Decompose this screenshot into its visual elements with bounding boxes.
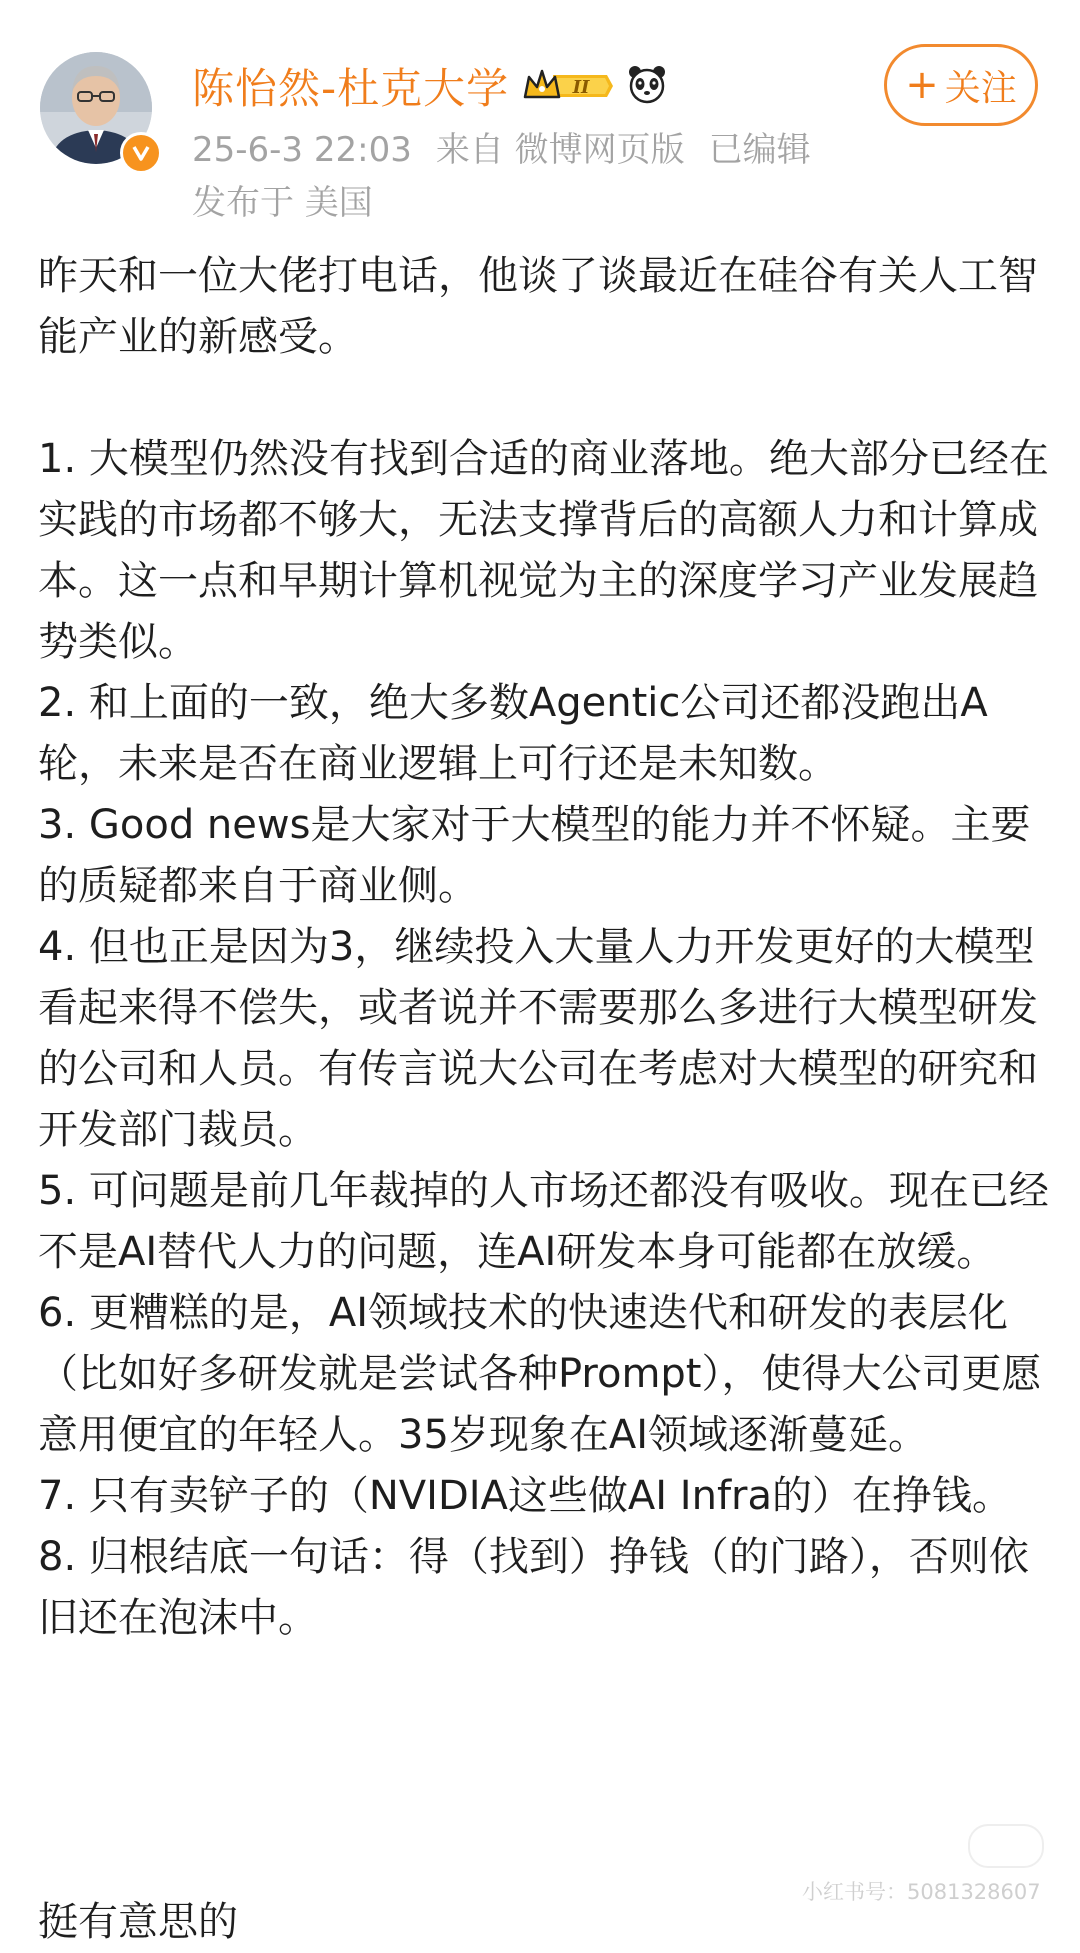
post-body [38,246,1050,1649]
post-point-8: 8. 归根结底一句话：得（找到）挣钱（的门路），否则依旧还在泡沫中。 [38,1534,1029,1641]
watermark: 小红书号：5081328607 [802,1880,1041,1904]
edited-label[interactable]: 已编辑 [708,130,811,170]
badge-level: II [572,77,590,98]
post-point-1: 1. 大模型仍然没有找到合适的商业落地。绝大部分已经在实践的市场都不够大，无法支撑背后的高额人力和计算成本。这一点和早期计算机视觉为主的深度学习产业发展趋势类似。 [38,436,1049,665]
post-source: 来自 微博网页版 [435,130,685,170]
post-location: 发布于 美国 [192,183,373,223]
post-point-2: 2. 和上面的一致，绝大多数Agentic公司还都没跑出A轮，未来是否在商业逻辑上可行还是未知数。 [38,680,988,787]
post-meta [192,122,835,171]
post-intro: 昨天和一位大佬打电话，他谈了谈最近在硅谷有关人工智能产业的新感受。 [38,253,1038,360]
author-name[interactable]: 陈怡然-杜克大学 [192,64,510,113]
post-point-5: 5. 可问题是前几年裁掉的人市场还都没有吸收。现在已经不是AI替代人力的问题，连AI研发本身可能都在放缓。 [38,1168,1049,1275]
post-header [0,0,1080,230]
plus-icon: + [905,62,939,108]
watermark-logo-icon [968,1824,1044,1868]
panda-icon [627,64,667,108]
verified-icon [120,132,162,174]
post-timestamp: 25-6-3 22:03 [192,130,412,170]
follow-label: 关注 [944,67,1017,109]
paragraph-gap [38,368,1050,429]
post-point-6: 6. 更糟糕的是，AI领域技术的快速迭代和研发的表层化（比如好多研发就是尝试各种Prompt），使得大公司更愿意用便宜的年轻人。35岁现象在AI领域逐渐蔓延。 [38,1290,1042,1458]
crown-badge-icon[interactable] [523,67,615,105]
post-trailing-text: 挺有意思的 [38,1899,238,1945]
post-point-3: 3. Good news是大家对于大模型的能力并不怀疑。主要的质疑都来自于商业侧。 [38,802,1031,909]
post-point-4: 4. 但也正是因为3，继续投入大量人力开发更好的大模型看起来得不偿失，或者说并不需要那么多进行大模型研发的公司和人员。有传言说大公司在考虑对大模型的研究和开发部门裁员。 [38,924,1038,1153]
author-row [192,56,667,116]
follow-button[interactable] [884,44,1038,126]
post-point-7: 7. 只有卖铲子的（NVIDIA这些做AI Infra的）在挣钱。 [38,1473,1012,1519]
